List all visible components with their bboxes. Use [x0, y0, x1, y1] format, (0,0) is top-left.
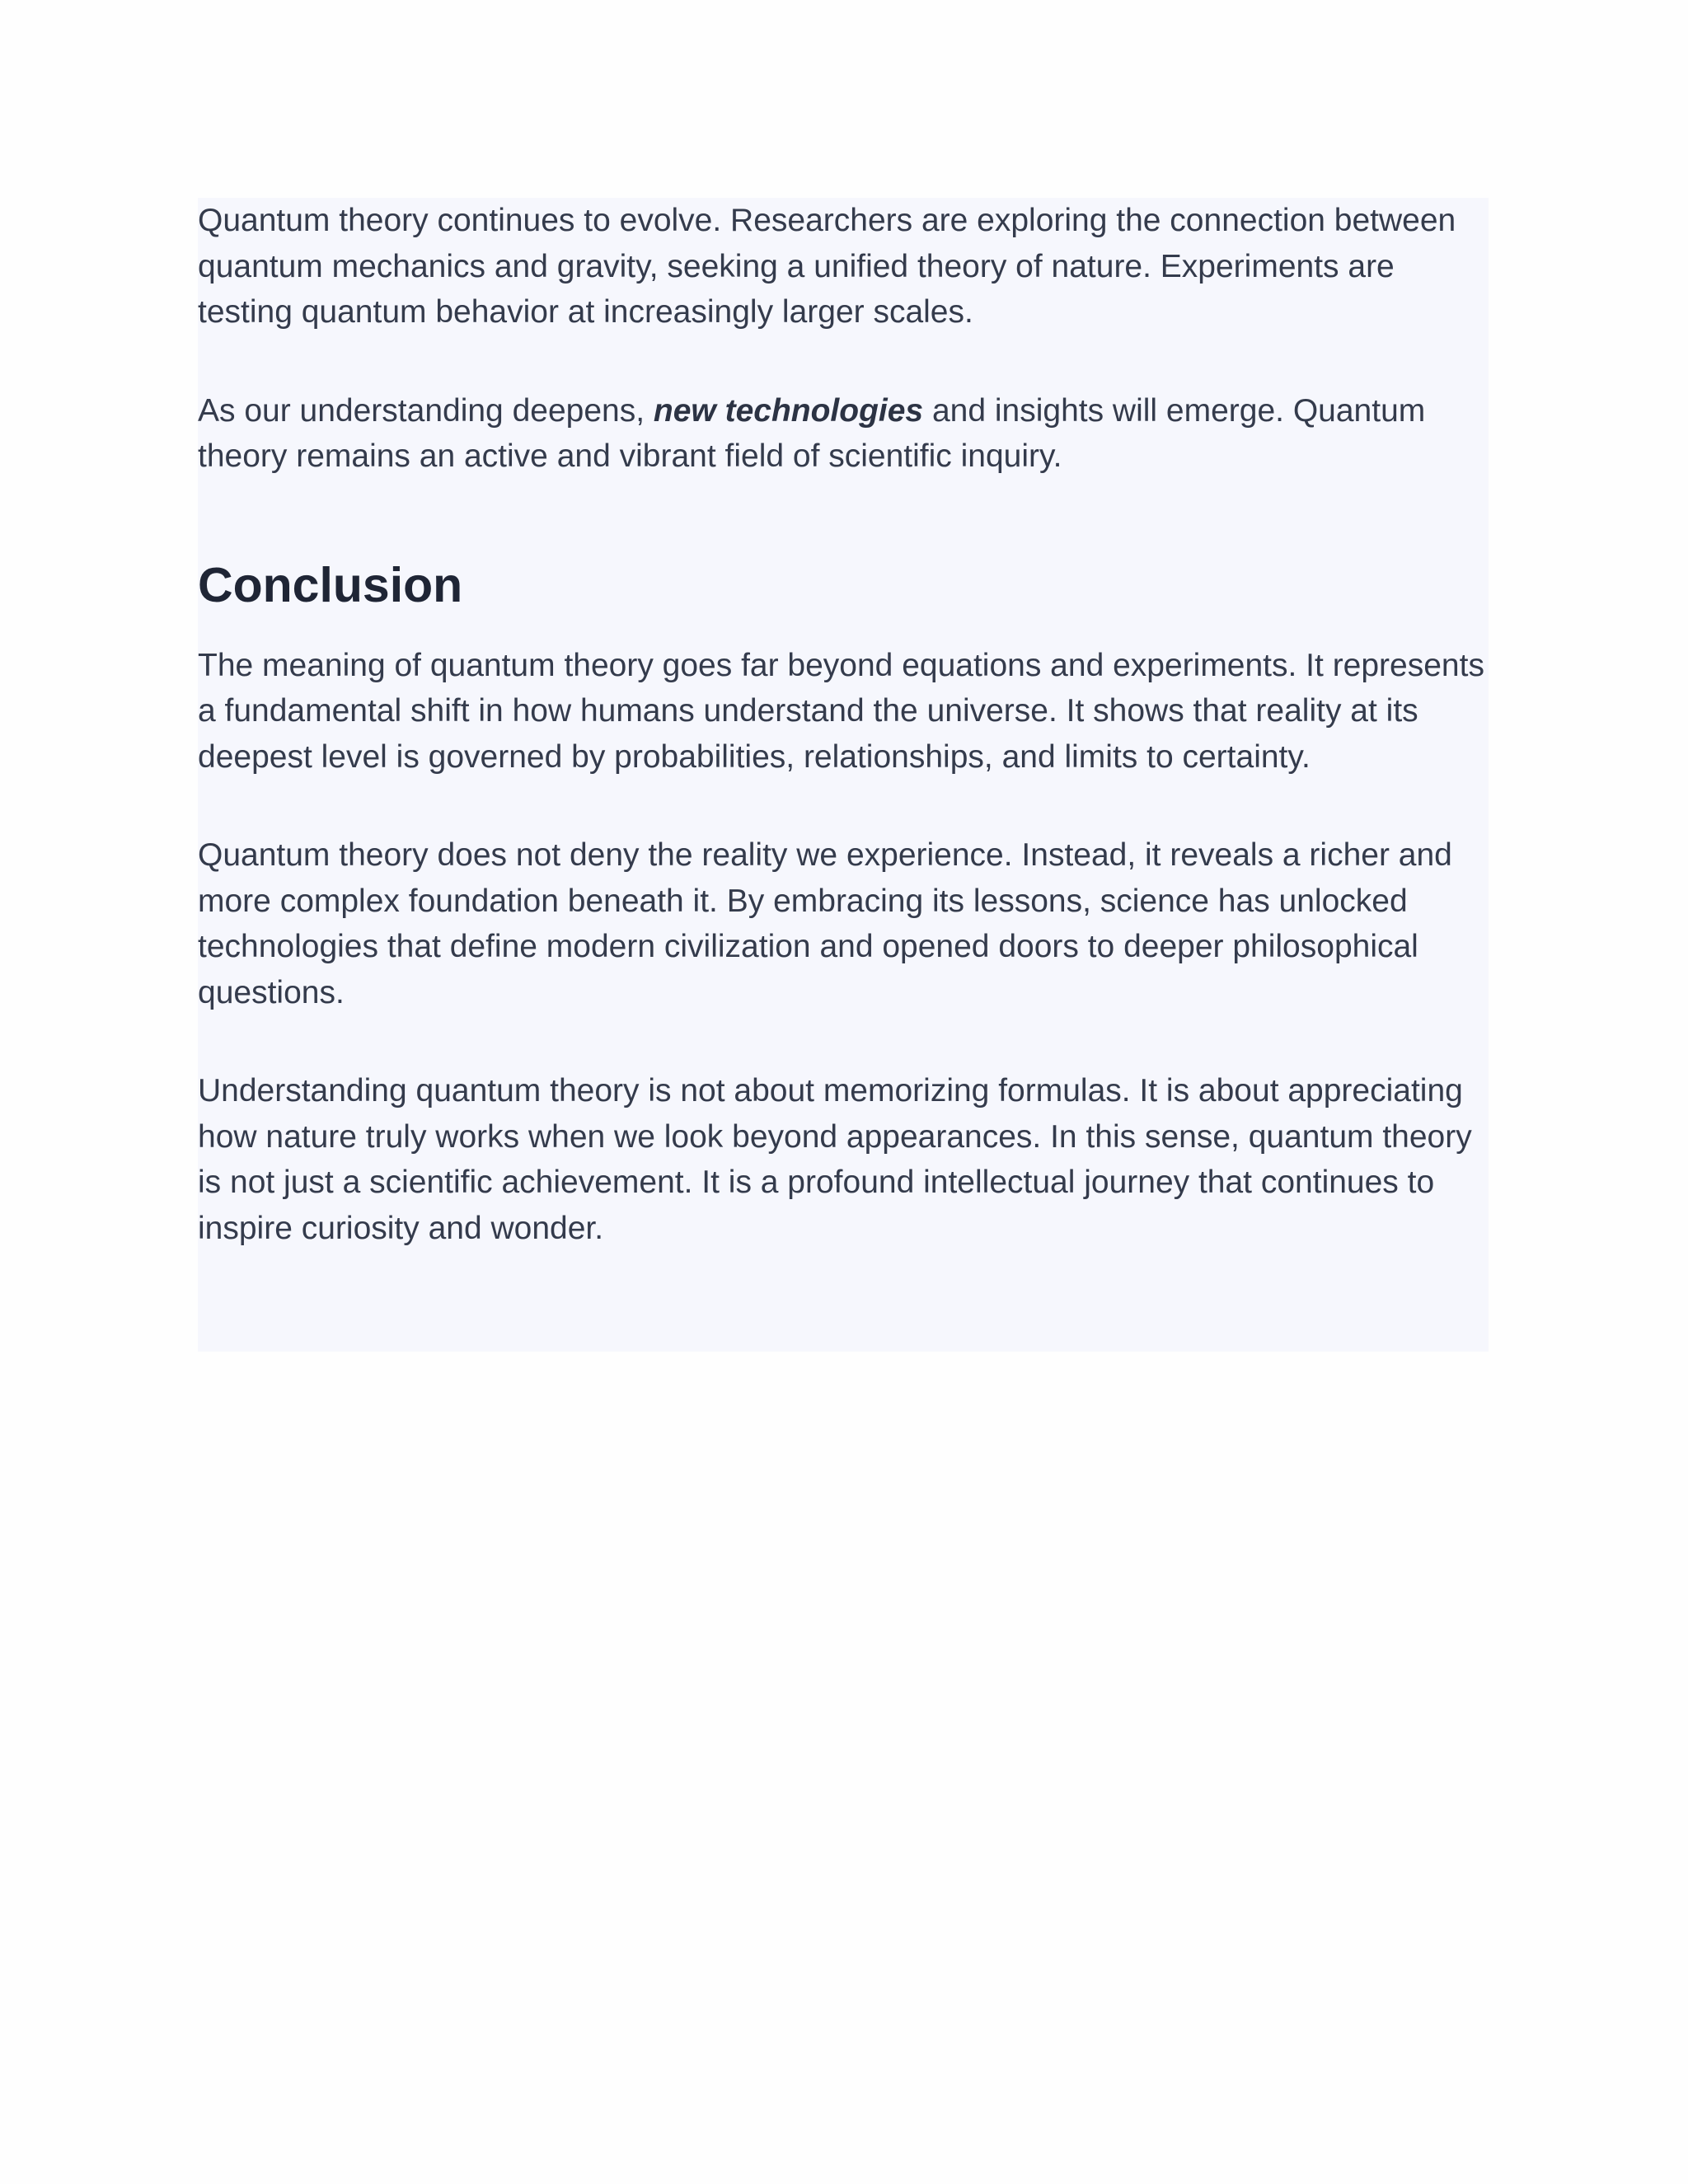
content-block — [198, 198, 1489, 1352]
paragraph-understanding-deepens — [198, 388, 1489, 480]
paragraph-text-before: As our understanding deepens, — [198, 392, 654, 429]
paragraph-text-after: and insights will emerge. Quantum theory remains an active and vibrant field of scientific inquiry. — [198, 392, 1426, 474]
conclusion-heading: Conclusion — [198, 557, 463, 612]
conclusion-paragraph-understanding: Understanding quantum theory is not about memorizing formulas. It is about appreciating how nature truly works when we look beyond appearances. In this sense, quantum theory is not just a scientific achievement. It is a profound intellectual journey that continues to inspire curiosity and wonder. — [198, 1073, 1472, 1246]
emphasis-new-technologies: new technologies — [653, 392, 924, 429]
paragraph-quantum-evolves: Quantum theory continues to evolve. Researchers are exploring the connection between quantum mechanics and gravity, seeking a unified theory of nature. Experiments are testing quantum behavior at increasingly larger scales. — [198, 203, 1456, 330]
conclusion-paragraph-reality: Quantum theory does not deny the reality we experience. Instead, it reveals a richer and more complex foundation beneath it. By embracing its lessons, science has unlocked technologies that define modern civilization and opened doors to deeper philosophical questions. — [198, 837, 1452, 1010]
conclusion-paragraph-meaning: The meaning of quantum theory goes far beyond equations and experiments. It represents a fundamental shift in how humans understand the universe. It shows that reality at its deepest level is governed by probabilities, relationships, and limits to certainty. — [198, 647, 1484, 775]
